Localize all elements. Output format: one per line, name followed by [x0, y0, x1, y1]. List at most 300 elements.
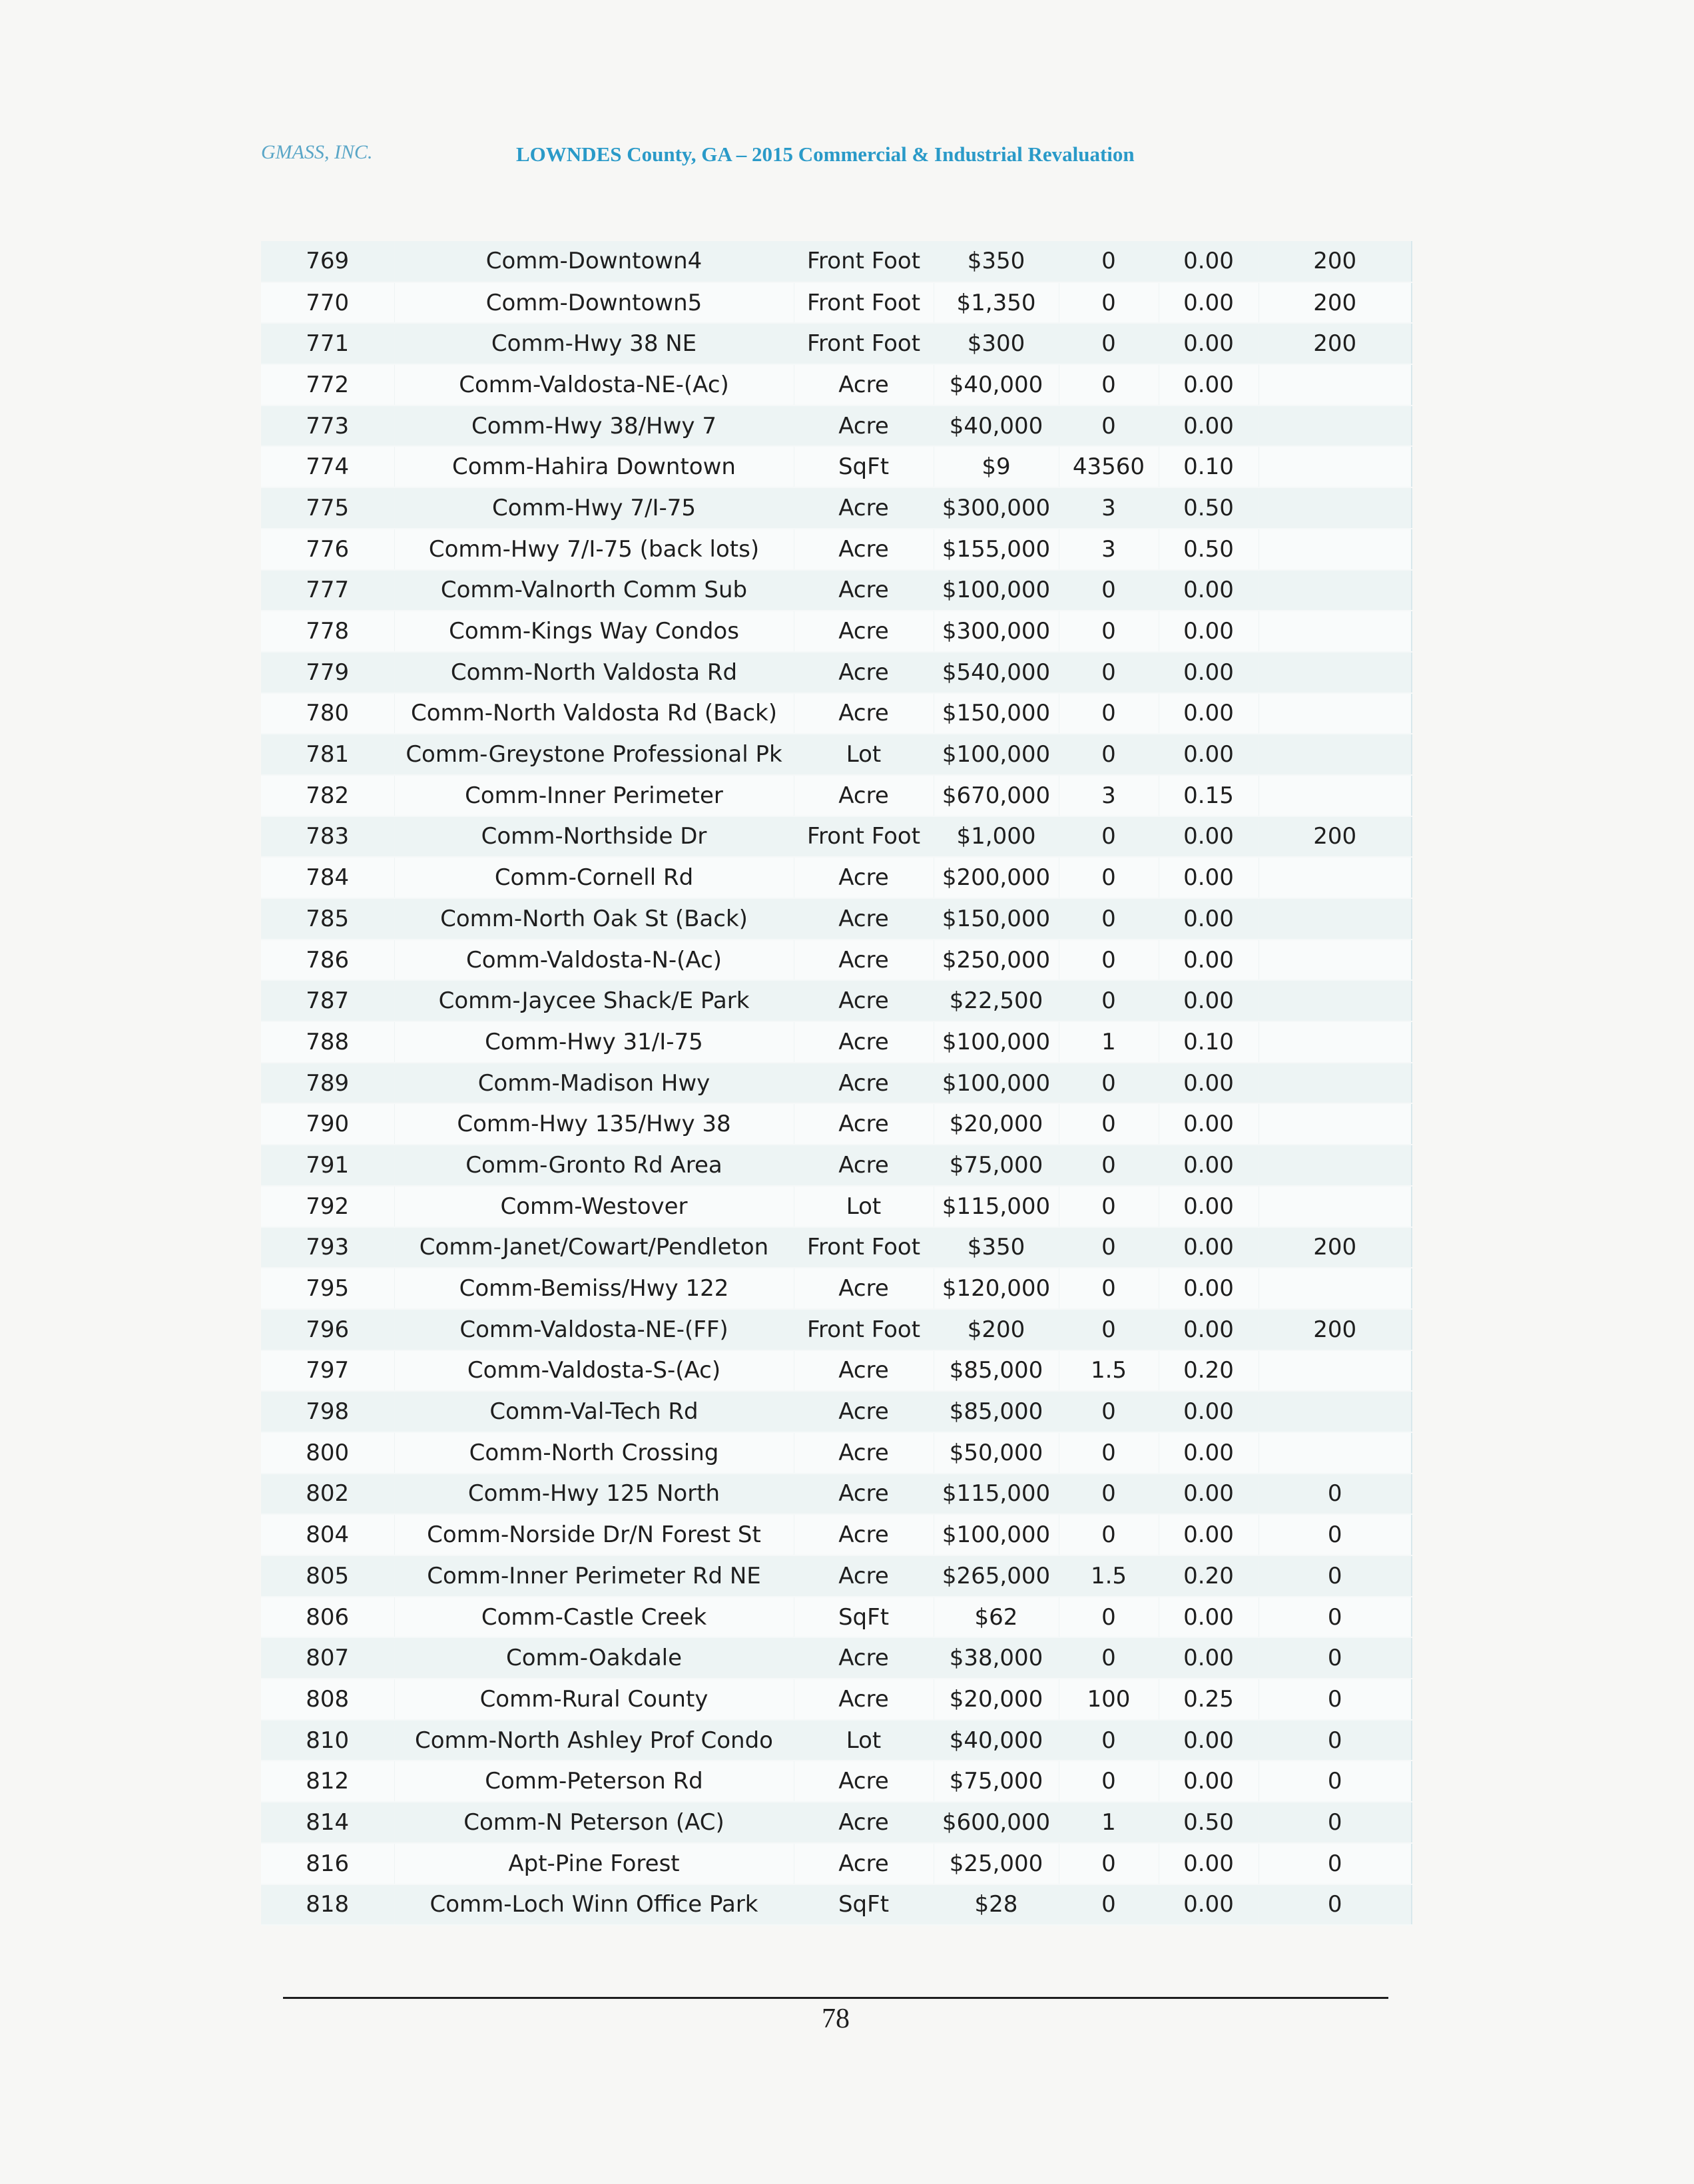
row-price: $250,000	[934, 940, 1059, 981]
row-code: 784	[261, 857, 394, 898]
footer-divider	[283, 1997, 1388, 1999]
row-value-b: 0.00	[1159, 1474, 1259, 1515]
row-price: $25,000	[934, 1843, 1059, 1884]
row-unit: Acre	[794, 652, 934, 693]
row-value-a: 0	[1059, 241, 1159, 282]
row-code: 787	[261, 980, 394, 1021]
row-value-a: 0	[1059, 1474, 1159, 1515]
row-value-c	[1259, 570, 1412, 611]
row-code: 786	[261, 940, 394, 981]
row-name: Comm-Norside Dr/N Forest St	[394, 1514, 794, 1555]
row-price: $150,000	[934, 898, 1059, 940]
row-value-c: 0	[1259, 1761, 1412, 1802]
row-name: Comm-Bemiss/Hwy 122	[394, 1268, 794, 1309]
row-name: Comm-Rural County	[394, 1679, 794, 1720]
row-price: $115,000	[934, 1474, 1059, 1515]
table-row	[261, 652, 1412, 693]
row-value-c: 200	[1259, 816, 1412, 858]
row-code: 770	[261, 282, 394, 324]
row-price: $100,000	[934, 734, 1059, 775]
row-name: Comm-Hwy 38 NE	[394, 323, 794, 364]
row-value-c	[1259, 1186, 1412, 1227]
row-code: 778	[261, 611, 394, 652]
row-value-b: 0.20	[1159, 1555, 1259, 1597]
row-unit: Front Foot	[794, 1309, 934, 1350]
row-unit: Lot	[794, 1186, 934, 1227]
row-price: $40,000	[934, 364, 1059, 406]
table-row	[261, 1802, 1412, 1843]
row-value-a: 0	[1059, 816, 1159, 858]
row-name: Comm-Hwy 31/I-75	[394, 1021, 794, 1063]
row-price: $100,000	[934, 1063, 1059, 1104]
table-row	[261, 1555, 1412, 1597]
row-unit: SqFt	[794, 1597, 934, 1638]
row-name: Comm-Westover	[394, 1186, 794, 1227]
row-value-b: 0.00	[1159, 1103, 1259, 1145]
land-schedule-table	[261, 241, 1412, 1926]
row-value-a: 1	[1059, 1802, 1159, 1843]
row-unit: Acre	[794, 775, 934, 816]
row-price: $300,000	[934, 487, 1059, 529]
row-name: Comm-North Valdosta Rd (Back)	[394, 693, 794, 734]
row-value-a: 43560	[1059, 446, 1159, 487]
row-price: $200,000	[934, 857, 1059, 898]
row-value-c: 200	[1259, 282, 1412, 324]
row-unit: Acre	[794, 364, 934, 406]
row-price: $120,000	[934, 1268, 1059, 1309]
row-value-a: 100	[1059, 1679, 1159, 1720]
row-code: 807	[261, 1637, 394, 1679]
table-row	[261, 1145, 1412, 1186]
row-value-c	[1259, 1145, 1412, 1186]
row-price: $200	[934, 1309, 1059, 1350]
table-row	[261, 446, 1412, 487]
table-row	[261, 940, 1412, 981]
row-unit: Acre	[794, 611, 934, 652]
row-value-b: 0.10	[1159, 1021, 1259, 1063]
row-unit: Acre	[794, 487, 934, 529]
row-unit: Front Foot	[794, 282, 934, 324]
row-name: Comm-Hwy 135/Hwy 38	[394, 1103, 794, 1145]
row-price: $38,000	[934, 1637, 1059, 1679]
row-price: $40,000	[934, 1720, 1059, 1761]
row-value-b: 0.25	[1159, 1679, 1259, 1720]
row-value-a: 0	[1059, 1761, 1159, 1802]
table-row	[261, 857, 1412, 898]
row-value-b: 0.00	[1159, 1884, 1259, 1926]
row-name: Comm-Jaycee Shack/E Park	[394, 980, 794, 1021]
row-value-c	[1259, 652, 1412, 693]
table-row	[261, 898, 1412, 940]
row-name: Comm-North Crossing	[394, 1432, 794, 1474]
row-code: 772	[261, 364, 394, 406]
row-value-b: 0.00	[1159, 1063, 1259, 1104]
row-code: 797	[261, 1350, 394, 1392]
row-value-b: 0.00	[1159, 1761, 1259, 1802]
row-price: $28	[934, 1884, 1059, 1926]
row-unit: Acre	[794, 693, 934, 734]
row-value-a: 0	[1059, 1843, 1159, 1884]
document-title: LOWNDES County, GA – 2015 Commercial & Industrial Revaluation	[516, 142, 1135, 166]
row-value-a: 0	[1059, 734, 1159, 775]
row-name: Comm-Inner Perimeter Rd NE	[394, 1555, 794, 1597]
row-name: Comm-Peterson Rd	[394, 1761, 794, 1802]
row-price: $115,000	[934, 1186, 1059, 1227]
row-code: 792	[261, 1186, 394, 1227]
row-code: 802	[261, 1474, 394, 1515]
table-row	[261, 1474, 1412, 1515]
row-value-c: 0	[1259, 1514, 1412, 1555]
row-value-a: 0	[1059, 652, 1159, 693]
row-value-b: 0.00	[1159, 652, 1259, 693]
row-code: 798	[261, 1391, 394, 1432]
row-name: Apt-Pine Forest	[394, 1843, 794, 1884]
row-value-b: 0.00	[1159, 1514, 1259, 1555]
row-price: $1,350	[934, 282, 1059, 324]
table-row	[261, 282, 1412, 324]
row-name: Comm-Inner Perimeter	[394, 775, 794, 816]
row-unit: Acre	[794, 1679, 934, 1720]
table-row	[261, 775, 1412, 816]
row-name: Comm-Oakdale	[394, 1637, 794, 1679]
row-name: Comm-N Peterson (AC)	[394, 1802, 794, 1843]
row-value-b: 0.00	[1159, 1637, 1259, 1679]
table-row	[261, 1597, 1412, 1638]
row-value-c	[1259, 446, 1412, 487]
land-schedule-table-container	[261, 241, 1412, 1926]
row-value-a: 0	[1059, 1432, 1159, 1474]
row-value-a: 0	[1059, 1597, 1159, 1638]
table-row	[261, 611, 1412, 652]
row-value-b: 0.00	[1159, 1145, 1259, 1186]
table-row	[261, 1227, 1412, 1268]
row-price: $100,000	[934, 1021, 1059, 1063]
row-name: Comm-Cornell Rd	[394, 857, 794, 898]
row-value-b: 0.00	[1159, 1597, 1259, 1638]
row-unit: SqFt	[794, 1884, 934, 1926]
row-price: $20,000	[934, 1103, 1059, 1145]
row-code: 800	[261, 1432, 394, 1474]
row-unit: Front Foot	[794, 323, 934, 364]
row-value-b: 0.00	[1159, 1843, 1259, 1884]
row-value-c	[1259, 693, 1412, 734]
row-unit: Acre	[794, 898, 934, 940]
row-name: Comm-Northside Dr	[394, 816, 794, 858]
row-code: 788	[261, 1021, 394, 1063]
row-price: $9	[934, 446, 1059, 487]
row-value-c	[1259, 611, 1412, 652]
row-unit: Acre	[794, 406, 934, 447]
row-code: 805	[261, 1555, 394, 1597]
row-code: 810	[261, 1720, 394, 1761]
row-value-c	[1259, 940, 1412, 981]
row-value-b: 0.00	[1159, 282, 1259, 324]
row-code: 790	[261, 1103, 394, 1145]
row-price: $600,000	[934, 1802, 1059, 1843]
table-row	[261, 693, 1412, 734]
row-value-a: 0	[1059, 1227, 1159, 1268]
row-code: 776	[261, 529, 394, 570]
row-price: $100,000	[934, 1514, 1059, 1555]
row-value-b: 0.00	[1159, 980, 1259, 1021]
row-value-c: 0	[1259, 1637, 1412, 1679]
row-unit: Front Foot	[794, 816, 934, 858]
row-value-a: 0	[1059, 570, 1159, 611]
row-code: 774	[261, 446, 394, 487]
row-name: Comm-Valnorth Comm Sub	[394, 570, 794, 611]
row-value-c: 0	[1259, 1555, 1412, 1597]
row-unit: Front Foot	[794, 241, 934, 282]
row-name: Comm-Gronto Rd Area	[394, 1145, 794, 1186]
row-unit: Acre	[794, 857, 934, 898]
row-unit: Acre	[794, 529, 934, 570]
row-price: $75,000	[934, 1761, 1059, 1802]
table-row	[261, 734, 1412, 775]
row-code: 777	[261, 570, 394, 611]
row-value-b: 0.00	[1159, 1432, 1259, 1474]
row-code: 804	[261, 1514, 394, 1555]
row-value-a: 1	[1059, 1021, 1159, 1063]
row-value-b: 0.00	[1159, 940, 1259, 981]
row-code: 773	[261, 406, 394, 447]
row-value-c: 200	[1259, 241, 1412, 282]
row-value-c	[1259, 775, 1412, 816]
row-value-a: 0	[1059, 1063, 1159, 1104]
row-unit: Acre	[794, 940, 934, 981]
row-value-a: 0	[1059, 857, 1159, 898]
row-value-c	[1259, 1391, 1412, 1432]
row-value-b: 0.15	[1159, 775, 1259, 816]
row-value-c: 0	[1259, 1597, 1412, 1638]
row-value-a: 0	[1059, 1884, 1159, 1926]
row-value-a: 0	[1059, 1145, 1159, 1186]
row-price: $75,000	[934, 1145, 1059, 1186]
row-price: $100,000	[934, 570, 1059, 611]
row-name: Comm-Greystone Professional Pk	[394, 734, 794, 775]
row-value-b: 0.00	[1159, 364, 1259, 406]
row-price: $85,000	[934, 1391, 1059, 1432]
row-value-c	[1259, 406, 1412, 447]
table-row	[261, 1268, 1412, 1309]
table-body	[261, 241, 1412, 1925]
row-unit: Acre	[794, 1432, 934, 1474]
row-value-b: 0.00	[1159, 570, 1259, 611]
row-unit: Acre	[794, 1514, 934, 1555]
row-value-a: 0	[1059, 980, 1159, 1021]
row-code: 791	[261, 1145, 394, 1186]
row-value-b: 0.00	[1159, 734, 1259, 775]
row-code: 812	[261, 1761, 394, 1802]
row-value-a: 0	[1059, 406, 1159, 447]
row-code: 782	[261, 775, 394, 816]
row-price: $50,000	[934, 1432, 1059, 1474]
row-code: 814	[261, 1802, 394, 1843]
row-value-a: 0	[1059, 693, 1159, 734]
row-price: $85,000	[934, 1350, 1059, 1392]
row-value-b: 0.00	[1159, 857, 1259, 898]
row-value-b: 0.00	[1159, 693, 1259, 734]
row-value-b: 0.50	[1159, 1802, 1259, 1843]
row-value-a: 0	[1059, 1186, 1159, 1227]
row-code: 780	[261, 693, 394, 734]
row-code: 796	[261, 1309, 394, 1350]
row-name: Comm-Hahira Downtown	[394, 446, 794, 487]
row-code: 816	[261, 1843, 394, 1884]
row-value-b: 0.50	[1159, 487, 1259, 529]
row-name: Comm-Downtown4	[394, 241, 794, 282]
row-value-a: 3	[1059, 529, 1159, 570]
row-unit: Acre	[794, 1637, 934, 1679]
row-value-c	[1259, 1063, 1412, 1104]
row-value-c	[1259, 364, 1412, 406]
row-value-c: 0	[1259, 1474, 1412, 1515]
row-name: Comm-Hwy 7/I-75 (back lots)	[394, 529, 794, 570]
table-row	[261, 1884, 1412, 1926]
row-value-a: 0	[1059, 1720, 1159, 1761]
row-value-c	[1259, 1350, 1412, 1392]
row-code: 795	[261, 1268, 394, 1309]
row-name: Comm-Valdosta-N-(Ac)	[394, 940, 794, 981]
row-value-a: 0	[1059, 1514, 1159, 1555]
row-unit: Acre	[794, 1268, 934, 1309]
row-price: $300	[934, 323, 1059, 364]
table-row	[261, 1309, 1412, 1350]
row-value-b: 0.00	[1159, 1391, 1259, 1432]
row-unit: Acre	[794, 1350, 934, 1392]
row-unit: Acre	[794, 1802, 934, 1843]
row-price: $350	[934, 241, 1059, 282]
row-value-b: 0.20	[1159, 1350, 1259, 1392]
row-unit: Lot	[794, 1720, 934, 1761]
row-unit: Acre	[794, 570, 934, 611]
row-value-b: 0.50	[1159, 529, 1259, 570]
row-unit: Acre	[794, 1103, 934, 1145]
row-price: $540,000	[934, 652, 1059, 693]
row-value-b: 0.00	[1159, 1720, 1259, 1761]
table-row	[261, 1350, 1412, 1392]
row-value-c	[1259, 857, 1412, 898]
row-code: 785	[261, 898, 394, 940]
row-price: $20,000	[934, 1679, 1059, 1720]
row-code: 781	[261, 734, 394, 775]
row-price: $155,000	[934, 529, 1059, 570]
row-unit: Acre	[794, 1843, 934, 1884]
table-row	[261, 364, 1412, 406]
row-value-a: 0	[1059, 611, 1159, 652]
row-value-c: 0	[1259, 1679, 1412, 1720]
row-value-c	[1259, 898, 1412, 940]
row-value-a: 0	[1059, 1103, 1159, 1145]
row-value-b: 0.00	[1159, 1309, 1259, 1350]
table-row	[261, 1391, 1412, 1432]
table-row	[261, 570, 1412, 611]
row-value-a: 0	[1059, 1637, 1159, 1679]
row-code: 769	[261, 241, 394, 282]
row-price: $350	[934, 1227, 1059, 1268]
row-value-c: 200	[1259, 1309, 1412, 1350]
row-unit: Acre	[794, 1063, 934, 1104]
row-price: $265,000	[934, 1555, 1059, 1597]
table-row	[261, 487, 1412, 529]
table-row	[261, 816, 1412, 858]
table-row	[261, 1720, 1412, 1761]
row-value-b: 0.00	[1159, 898, 1259, 940]
row-value-a: 0	[1059, 1268, 1159, 1309]
row-value-a: 0	[1059, 364, 1159, 406]
row-unit: Lot	[794, 734, 934, 775]
row-name: Comm-Castle Creek	[394, 1597, 794, 1638]
row-value-c: 200	[1259, 1227, 1412, 1268]
row-value-b: 0.00	[1159, 1186, 1259, 1227]
row-code: 775	[261, 487, 394, 529]
row-value-a: 1.5	[1059, 1555, 1159, 1597]
company-name: GMASS, INC.	[261, 141, 373, 163]
table-row	[261, 1186, 1412, 1227]
row-value-b: 0.10	[1159, 446, 1259, 487]
row-name: Comm-North Ashley Prof Condo	[394, 1720, 794, 1761]
row-code: 783	[261, 816, 394, 858]
row-code: 806	[261, 1597, 394, 1638]
row-unit: Acre	[794, 1474, 934, 1515]
row-price: $40,000	[934, 406, 1059, 447]
table-row	[261, 1103, 1412, 1145]
row-value-b: 0.00	[1159, 816, 1259, 858]
table-row	[261, 1514, 1412, 1555]
row-code: 793	[261, 1227, 394, 1268]
row-value-c: 200	[1259, 323, 1412, 364]
row-value-b: 0.00	[1159, 611, 1259, 652]
row-value-c	[1259, 1432, 1412, 1474]
row-value-c	[1259, 734, 1412, 775]
row-unit: Acre	[794, 980, 934, 1021]
row-price: $150,000	[934, 693, 1059, 734]
table-row	[261, 1021, 1412, 1063]
row-name: Comm-Valdosta-NE-(FF)	[394, 1309, 794, 1350]
table-row	[261, 323, 1412, 364]
table-row	[261, 529, 1412, 570]
row-value-c	[1259, 980, 1412, 1021]
row-value-c: 0	[1259, 1720, 1412, 1761]
row-unit: Acre	[794, 1391, 934, 1432]
row-value-a: 0	[1059, 898, 1159, 940]
row-name: Comm-Hwy 125 North	[394, 1474, 794, 1515]
table-row	[261, 1637, 1412, 1679]
row-value-a: 1.5	[1059, 1350, 1159, 1392]
table-row	[261, 1843, 1412, 1884]
row-value-c: 0	[1259, 1843, 1412, 1884]
row-value-a: 0	[1059, 1391, 1159, 1432]
row-value-b: 0.00	[1159, 241, 1259, 282]
row-value-b: 0.00	[1159, 323, 1259, 364]
row-name: Comm-Valdosta-NE-(Ac)	[394, 364, 794, 406]
row-code: 779	[261, 652, 394, 693]
row-value-c	[1259, 529, 1412, 570]
row-unit: Acre	[794, 1761, 934, 1802]
row-unit: Acre	[794, 1555, 934, 1597]
row-price: $62	[934, 1597, 1059, 1638]
table-row	[261, 980, 1412, 1021]
row-value-c	[1259, 1103, 1412, 1145]
row-code: 789	[261, 1063, 394, 1104]
row-name: Comm-Downtown5	[394, 282, 794, 324]
row-code: 808	[261, 1679, 394, 1720]
row-value-a: 0	[1059, 323, 1159, 364]
row-name: Comm-Val-Tech Rd	[394, 1391, 794, 1432]
row-price: $670,000	[934, 775, 1059, 816]
row-value-c	[1259, 1021, 1412, 1063]
row-value-b: 0.00	[1159, 1227, 1259, 1268]
row-value-a: 0	[1059, 1309, 1159, 1350]
